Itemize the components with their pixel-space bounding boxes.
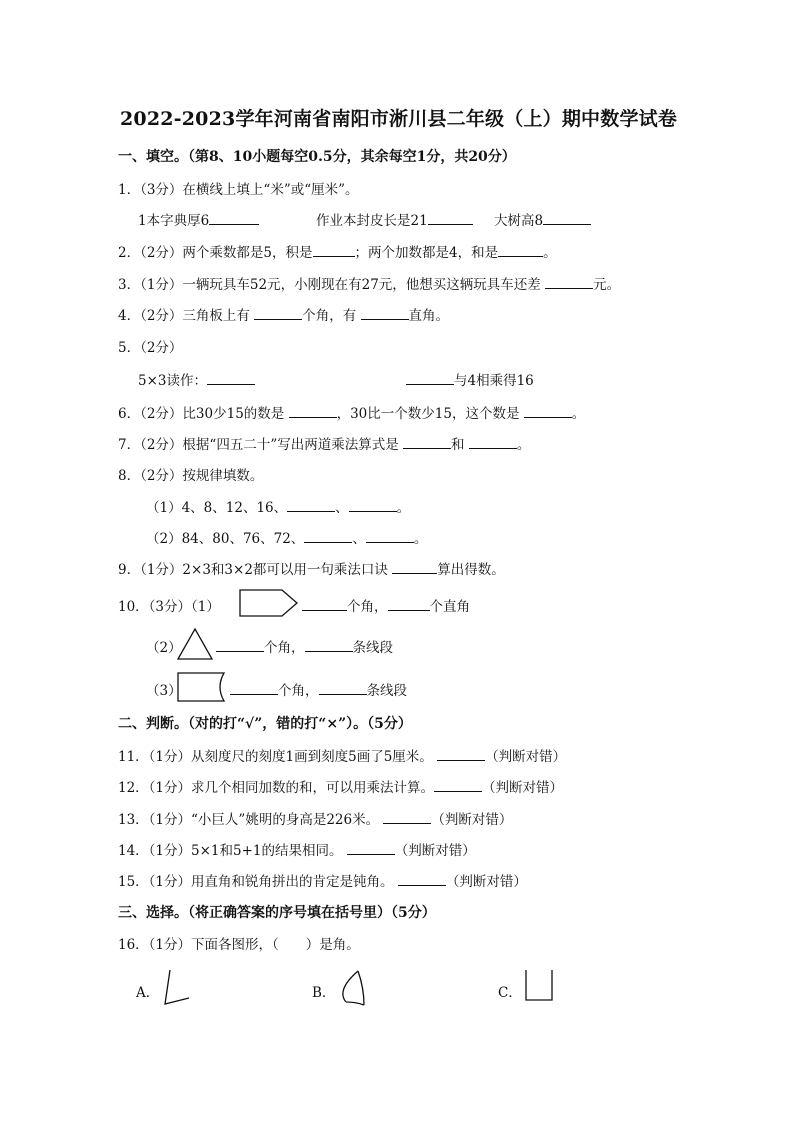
question-2-text-1: 2．（2分）两个乘数都是5，积是 [118,245,313,261]
question-10-row-3-text-2: 条线段 [366,683,407,699]
answer-blank[interactable] [207,372,255,385]
question-15-text: 15．（1分）用直角和锐角拼出的肯定是钝角。 [118,874,394,890]
judge-suffix: （判断对错） [482,780,564,796]
answer-blank[interactable] [388,598,430,611]
question-5-part-a [138,369,255,389]
question-3 [118,273,620,293]
question-10-row-2-text-1: 个角， [264,640,305,656]
option-b-curve-figure [336,968,370,1008]
question-9 [118,558,505,578]
section-judge-heading: 二、判断。（对的打“√”，错的打“×”）。（5分） [118,716,412,732]
answer-blank[interactable] [319,682,367,695]
question-8-part-2 [146,527,427,547]
answer-blank[interactable] [304,530,352,543]
question-2 [118,241,557,261]
question-10-row-3-label: （3） [146,683,182,699]
period: 。 [413,531,428,547]
answer-blank[interactable] [230,682,278,695]
answer-blank[interactable] [347,842,395,855]
answer-blank[interactable] [398,873,446,886]
separator: 、 [352,531,366,547]
answer-blank[interactable] [302,598,347,611]
answer-blank[interactable] [524,405,572,418]
triangle-figure [176,627,214,661]
question-10-row-1-text-2: 个直角 [429,599,470,615]
answer-blank[interactable] [543,212,591,225]
question-8-stem: 8．（2分）按规律填数。 [118,468,264,484]
question-10-stem: 10．（3分）（1） [118,599,220,615]
period: 。 [396,500,411,516]
question-3-text-2: 元。 [593,277,621,293]
answer-blank[interactable] [498,244,543,257]
answer-blank[interactable] [545,276,593,289]
question-14-text: 14．（1分）5×1和5+1的结果相同。 [118,843,343,859]
question-5-stem: 5．（2分） [118,340,183,356]
question-1-part-a [138,209,259,229]
question-1-part-c [494,209,591,229]
question-1-stem: 1．（3分）在横线上填上“米”或“厘米”。 [118,182,359,198]
judge-suffix: （判断对错） [431,812,513,828]
question-4-text-1: 4．（2分）三角板上有 [118,308,250,324]
question-8-part-2-text: （2）84、80、76、72、 [146,531,305,547]
question-7 [118,433,530,453]
judge-suffix: （判断对错） [485,749,567,765]
question-5-part-b [406,369,534,389]
question-7-text-3: 。 [516,437,531,453]
answer-blank[interactable] [437,748,485,761]
option-c-label[interactable]: C． [498,985,522,1001]
separator: 、 [335,500,349,516]
question-7-text-2: 和 [451,437,465,453]
answer-blank[interactable] [287,499,335,512]
question-13-text: 13．（1分）“小巨人”姚明的身高是226米。 [118,812,380,828]
question-11 [118,745,566,765]
pentagon-figure [238,588,300,618]
question-9-text-2: 算出得数。 [437,562,505,578]
option-c-corner-figure [522,968,556,1008]
question-6-text-2: ，30比一个数少15，这个数是 [336,406,520,422]
question-5-part-a-text: 5×3读作： [138,373,207,389]
answer-blank[interactable] [434,779,482,792]
answer-blank[interactable] [469,436,517,449]
answer-blank[interactable] [383,811,431,824]
question-8-part-1-text: （1）4、8、12、16、 [146,500,288,516]
question-10-row-2-label: （2） [146,640,182,656]
question-6-text-3: 。 [571,406,586,422]
answer-blank[interactable] [305,639,353,652]
answer-blank[interactable] [254,307,302,320]
question-8-part-1 [146,496,410,516]
question-16-stem: 16．（1分）下面各图形，（ ）是角。 [118,937,360,953]
answer-blank[interactable] [313,244,355,257]
page-title: 2022-2023学年河南省南阳市淅川县二年级（上）期中数学试卷 [120,108,678,130]
question-4-text-3: 直角。 [408,308,450,324]
question-4 [118,304,449,324]
question-1-part-a-text: 1本字典厚6 [138,213,210,229]
question-10-row-1-answers [302,595,470,615]
section-choice-heading: 三、选择。（将正确答案的序号填在括号里）（5分） [118,905,436,921]
answer-blank[interactable] [209,212,259,225]
option-a-angle-figure [162,968,192,1008]
question-12 [118,776,563,796]
option-b-label[interactable]: B． [312,985,336,1001]
question-6-text-1: 6．（2分）比30少15的数是 [118,406,285,422]
judge-suffix: （判断对错） [445,874,527,890]
question-2-text-2: ；两个加数都是4，和是 [354,245,499,261]
question-4-text-2: 个角，有 [302,308,357,324]
question-11-text: 11．（1分）从刻度尺的刻度1画到刻度5画了5厘米。 [118,749,433,765]
answer-blank[interactable] [289,405,337,418]
judge-suffix: （判断对错） [394,843,476,859]
question-12-text: 12．（1分）求几个相同加数的和，可以用乘法计算。 [118,780,435,796]
question-10-row-2-text-2: 条线段 [352,640,393,656]
question-10-row-1-text-1: 个角， [347,599,388,615]
question-10-row-3-answers [230,679,407,699]
answer-blank[interactable] [392,561,437,574]
question-5-part-b-text: 与4相乘得16 [454,373,534,389]
question-1-part-c-text: 大树高8 [494,213,544,229]
question-15 [118,870,527,890]
section-fill-in-heading: 一、填空。（第8、10小题每空0.5分，其余每空1分，共20分） [118,149,516,165]
answer-blank[interactable] [349,499,397,512]
answer-blank[interactable] [216,639,264,652]
question-3-text-1: 3．（1分）一辆玩具车52元，小刚现在有27元，他想买这辆玩具车还差 [118,277,541,293]
question-10-row-2-answers [216,636,393,656]
answer-blank[interactable] [403,436,451,449]
question-9-text-1: 9．（1分）2×3和3×2都可以用一句乘法口诀 [118,562,388,578]
answer-blank[interactable] [361,307,409,320]
option-a-label[interactable]: A． [136,985,160,1001]
question-14 [118,839,476,859]
answer-blank[interactable] [406,372,454,385]
curved-side-figure [176,671,232,703]
answer-blank[interactable] [366,530,414,543]
question-13 [118,808,512,828]
answer-blank[interactable] [428,212,473,225]
question-1-part-b [316,209,473,229]
question-1-part-b-text: 作业本封皮长是21 [316,213,428,229]
question-6 [118,402,585,422]
question-10-row-3-text-1: 个角， [278,683,319,699]
question-2-text-3: 。 [543,245,557,261]
question-7-text-1: 7．（2分）根据“四五二十”写出两道乘法算式是 [118,437,399,453]
